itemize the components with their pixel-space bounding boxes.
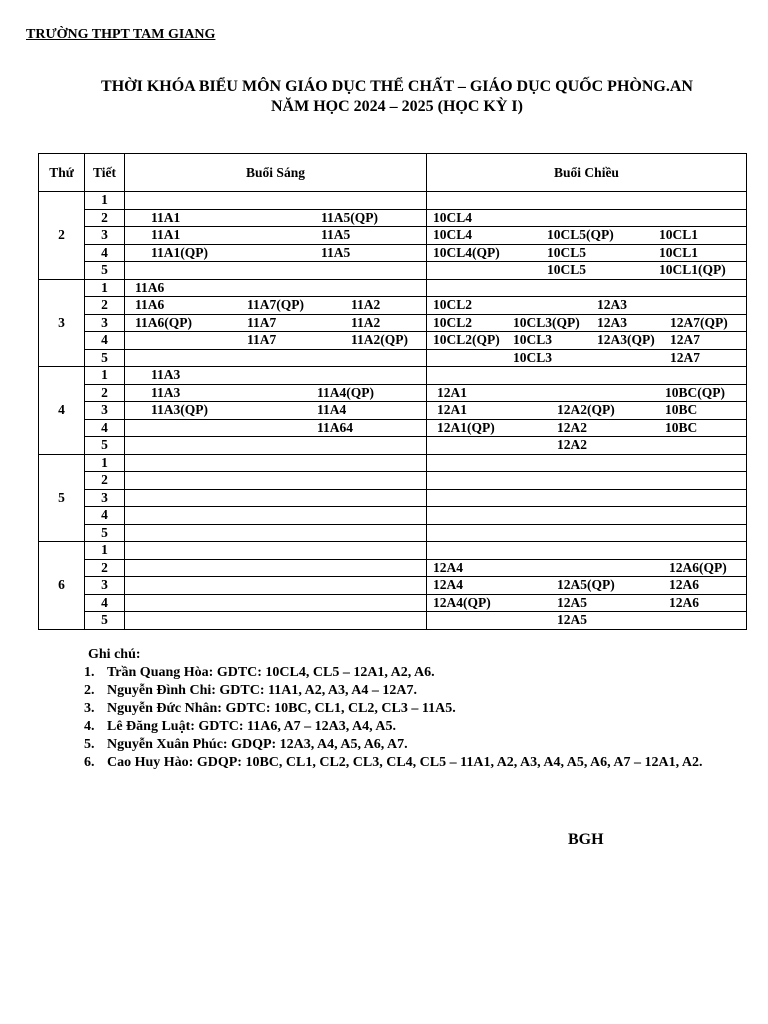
class-entry: 10CL4 <box>433 209 473 225</box>
class-entry: 11A5 <box>321 244 351 260</box>
day-cell: 5 <box>39 454 85 542</box>
table-row <box>39 524 747 542</box>
afternoon-slot <box>427 192 747 210</box>
note-item <box>84 700 748 718</box>
class-entry: 12A6 <box>669 594 699 610</box>
afternoon-slot <box>427 507 747 525</box>
table-row <box>39 227 747 245</box>
period-cell: 2 <box>85 559 125 577</box>
note-text: Nguyễn Đình Chi: GDTC: 11A1, A2, A3, A4 – 12A7. <box>107 683 417 698</box>
table-row <box>39 489 747 507</box>
class-entry: 12A4 <box>433 559 463 575</box>
class-entry: 11A6(QP) <box>135 314 192 330</box>
morning-slot <box>125 279 427 297</box>
note-number: 5. <box>84 737 95 752</box>
period-cell: 2 <box>85 384 125 402</box>
class-entry: 12A2 <box>557 437 587 452</box>
note-text: Lê Đăng Luật: GDTC: 11A6, A7 – 12A3, A4, A5. <box>107 719 396 734</box>
class-entry: 11A3(QP) <box>151 402 208 417</box>
class-entry: 10CL2 <box>433 297 473 312</box>
table-row <box>39 209 747 227</box>
morning-slot <box>125 314 427 332</box>
afternoon-slot <box>427 244 747 262</box>
class-entry: 11A7 <box>247 314 277 330</box>
class-entry: 12A7 <box>670 349 700 365</box>
period-cell: 3 <box>85 402 125 420</box>
class-entry: 12A6 <box>669 577 699 592</box>
afternoon-slot <box>427 227 747 245</box>
class-entry: 12A1 <box>437 402 467 417</box>
afternoon-slot <box>427 524 747 542</box>
class-entry: 10BC(QP) <box>665 384 725 400</box>
class-entry: 10CL2(QP) <box>433 332 500 347</box>
period-cell: 1 <box>85 542 125 560</box>
note-number: 4. <box>84 719 95 734</box>
class-entry: 11A2 <box>351 314 381 330</box>
note-item <box>84 682 748 700</box>
class-entry: 11A5 <box>321 227 351 242</box>
period-cell: 1 <box>85 454 125 472</box>
class-entry: 10CL1 <box>659 227 699 242</box>
morning-slot <box>125 437 427 455</box>
morning-slot <box>125 524 427 542</box>
table-row <box>39 419 747 437</box>
afternoon-slot <box>427 402 747 420</box>
table-row <box>39 297 747 315</box>
timetable-header-row <box>39 154 747 192</box>
class-entry: 12A3 <box>597 297 627 312</box>
notes-section <box>84 646 748 772</box>
period-cell: 5 <box>85 349 125 367</box>
morning-slot <box>125 244 427 262</box>
note-item <box>84 664 748 682</box>
note-text: Trần Quang Hòa: GDTC: 10CL4, CL5 – 12A1, A2, A6. <box>107 665 435 680</box>
note-text: Cao Huy Hào: GDQP: 10BC, CL1, CL2, CL3, CL4, CL5 – 11A1, A2, A3, A4, A5, A6, A7 – 12A1, A2. <box>107 755 703 770</box>
header-buoi-chieu: Buổi Chiều <box>427 154 747 192</box>
class-entry: 12A7 <box>670 332 700 347</box>
document-title: THỜI KHÓA BIỂU MÔN GIÁO DỤC THỂ CHẤT – GIÁO DỤC QUỐC PHÒNG.AN <box>101 78 693 95</box>
class-entry: 11A4 <box>317 402 347 417</box>
table-row <box>39 454 747 472</box>
note-number: 2. <box>84 683 95 698</box>
period-cell: 5 <box>85 524 125 542</box>
header-thu: Thứ <box>39 154 85 192</box>
class-entry: 12A6(QP) <box>669 559 727 575</box>
class-entry: 12A4 <box>433 577 463 592</box>
note-number: 6. <box>84 755 95 770</box>
table-row <box>39 542 747 560</box>
period-cell: 3 <box>85 227 125 245</box>
table-row <box>39 349 747 367</box>
period-cell: 5 <box>85 612 125 630</box>
class-entry: 10CL1(QP) <box>659 262 726 277</box>
table-row <box>39 559 747 577</box>
period-cell: 1 <box>85 367 125 385</box>
period-cell: 2 <box>85 472 125 490</box>
class-entry: 12A4(QP) <box>433 594 491 610</box>
afternoon-slot <box>427 262 747 280</box>
afternoon-slot <box>427 542 747 560</box>
morning-slot <box>125 262 427 280</box>
class-entry: 10BC <box>665 402 698 417</box>
day-cell: 3 <box>39 279 85 367</box>
morning-slot <box>125 472 427 490</box>
period-cell: 3 <box>85 314 125 332</box>
note-item <box>84 718 748 736</box>
period-cell: 5 <box>85 437 125 455</box>
class-entry: 11A7 <box>247 332 277 347</box>
morning-slot <box>125 349 427 367</box>
afternoon-slot <box>427 209 747 227</box>
afternoon-slot <box>427 594 747 612</box>
period-cell: 1 <box>85 279 125 297</box>
signature-label: BGH <box>568 831 604 848</box>
class-entry: 12A2(QP) <box>557 402 615 417</box>
morning-slot <box>125 192 427 210</box>
class-entry: 10CL3 <box>513 349 553 365</box>
school-name: TRƯỜNG THPT TAM GIANG <box>26 27 216 42</box>
period-cell: 4 <box>85 332 125 350</box>
morning-slot <box>125 227 427 245</box>
afternoon-slot <box>427 577 747 595</box>
class-entry: 11A3 <box>151 384 181 400</box>
afternoon-slot <box>427 419 747 437</box>
timetable <box>38 153 747 630</box>
table-row <box>39 437 747 455</box>
class-entry: 12A3(QP) <box>597 332 655 347</box>
document-subtitle: NĂM HỌC 2024 – 2025 (HỌC KỲ I) <box>271 98 523 115</box>
period-cell: 2 <box>85 209 125 227</box>
morning-slot <box>125 507 427 525</box>
class-entry: 12A1(QP) <box>437 419 495 435</box>
class-entry: 10CL3 <box>513 332 553 347</box>
afternoon-slot <box>427 279 747 297</box>
period-cell: 1 <box>85 192 125 210</box>
morning-slot <box>125 594 427 612</box>
morning-slot <box>125 559 427 577</box>
table-row <box>39 577 747 595</box>
class-entry: 10BC <box>665 419 698 435</box>
class-entry: 12A5 <box>557 594 587 610</box>
class-entry: 12A1 <box>437 384 467 400</box>
day-cell: 6 <box>39 542 85 630</box>
morning-slot <box>125 612 427 630</box>
period-cell: 3 <box>85 489 125 507</box>
header-buoi-sang: Buổi Sáng <box>125 154 427 192</box>
period-cell: 4 <box>85 419 125 437</box>
table-row <box>39 594 747 612</box>
morning-slot <box>125 489 427 507</box>
class-entry: 10CL1 <box>659 244 699 260</box>
table-row <box>39 262 747 280</box>
table-row <box>39 244 747 262</box>
period-cell: 3 <box>85 577 125 595</box>
afternoon-slot <box>427 612 747 630</box>
class-entry: 12A3 <box>597 314 627 330</box>
table-row <box>39 192 747 210</box>
class-entry: 11A1(QP) <box>151 244 208 260</box>
class-entry: 11A6 <box>135 297 165 312</box>
afternoon-slot <box>427 367 747 385</box>
class-entry: 11A1 <box>151 209 181 225</box>
table-row <box>39 612 747 630</box>
afternoon-slot <box>427 314 747 332</box>
table-row <box>39 402 747 420</box>
timetable-body <box>39 192 747 630</box>
period-cell: 4 <box>85 594 125 612</box>
class-entry: 10CL3(QP) <box>513 314 580 330</box>
afternoon-slot <box>427 384 747 402</box>
period-cell: 4 <box>85 507 125 525</box>
afternoon-slot <box>427 332 747 350</box>
table-row <box>39 367 747 385</box>
class-entry: 10CL4(QP) <box>433 244 500 260</box>
morning-slot <box>125 454 427 472</box>
note-number: 1. <box>84 665 95 680</box>
note-text: Nguyễn Xuân Phúc: GDQP: 12A3, A4, A5, A6, A7. <box>107 737 408 752</box>
class-entry: 11A2(QP) <box>351 332 408 347</box>
class-entry: 12A7(QP) <box>670 314 728 330</box>
table-row <box>39 507 747 525</box>
day-cell: 2 <box>39 192 85 280</box>
class-entry: 11A7(QP) <box>247 297 304 312</box>
period-cell: 4 <box>85 244 125 262</box>
class-entry: 10CL5 <box>547 244 587 260</box>
morning-slot <box>125 402 427 420</box>
afternoon-slot <box>427 437 747 455</box>
class-entry: 10CL5 <box>547 262 587 277</box>
morning-slot <box>125 209 427 227</box>
table-row <box>39 472 747 490</box>
header-tiet: Tiết <box>85 154 125 192</box>
day-cell: 4 <box>39 367 85 455</box>
afternoon-slot <box>427 454 747 472</box>
class-entry: 11A64 <box>317 419 354 435</box>
afternoon-slot <box>427 297 747 315</box>
period-cell: 2 <box>85 297 125 315</box>
class-entry: 11A3 <box>151 367 181 382</box>
class-entry: 12A5 <box>557 612 587 627</box>
class-entry: 10CL5(QP) <box>547 227 614 242</box>
notes-list <box>84 664 748 772</box>
class-entry: 10CL4 <box>433 227 473 242</box>
class-entry: 12A5(QP) <box>557 577 615 592</box>
note-item <box>84 754 748 772</box>
morning-slot <box>125 542 427 560</box>
class-entry: 11A2 <box>351 297 381 312</box>
table-row <box>39 332 747 350</box>
class-entry: 10CL2 <box>433 314 473 330</box>
note-item <box>84 736 748 754</box>
class-entry: 11A6 <box>135 279 165 295</box>
note-text: Nguyễn Đức Nhân: GDTC: 10BC, CL1, CL2, CL3 – 11A5. <box>107 701 456 716</box>
morning-slot <box>125 367 427 385</box>
morning-slot <box>125 384 427 402</box>
class-entry: 11A4(QP) <box>317 384 374 400</box>
class-entry: 12A2 <box>557 419 587 435</box>
class-entry: 11A1 <box>151 227 181 242</box>
afternoon-slot <box>427 349 747 367</box>
note-number: 3. <box>84 701 95 716</box>
table-row <box>39 314 747 332</box>
table-row <box>39 384 747 402</box>
notes-heading: Ghi chú: <box>88 647 141 662</box>
afternoon-slot <box>427 472 747 490</box>
class-entry: 11A5(QP) <box>321 209 378 225</box>
table-row <box>39 279 747 297</box>
morning-slot <box>125 297 427 315</box>
period-cell: 5 <box>85 262 125 280</box>
afternoon-slot <box>427 489 747 507</box>
morning-slot <box>125 577 427 595</box>
afternoon-slot <box>427 559 747 577</box>
morning-slot <box>125 419 427 437</box>
morning-slot <box>125 332 427 350</box>
